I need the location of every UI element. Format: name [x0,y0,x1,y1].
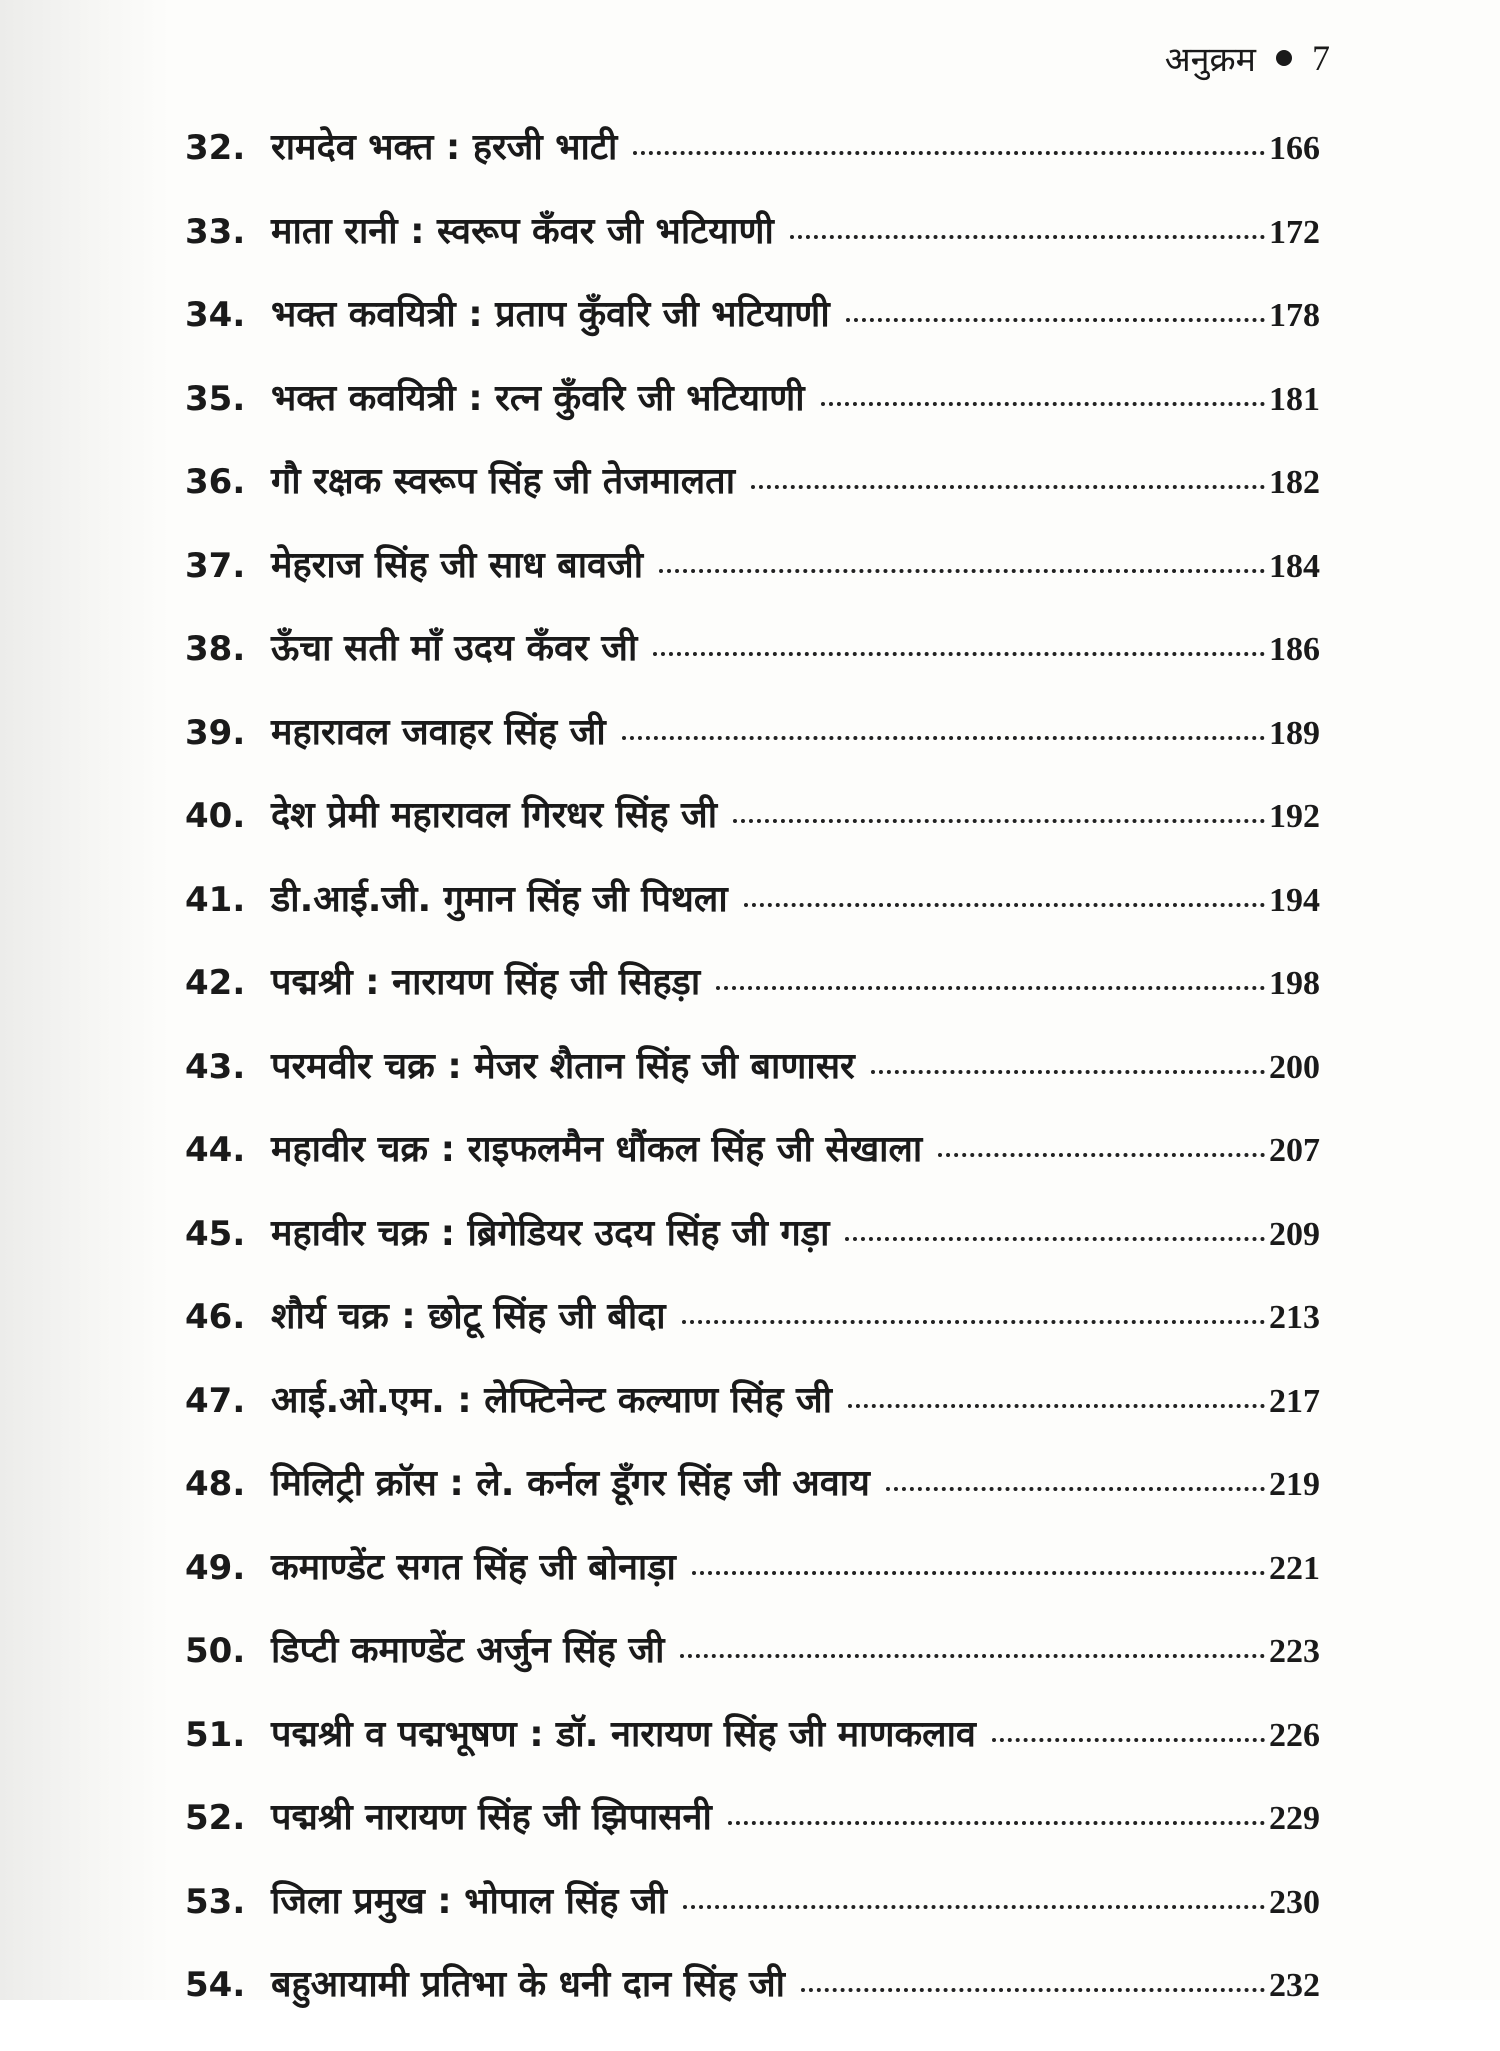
toc-entry-title: मिलिट्री क्रॉस : ले. कर्नल डूँगर सिंह जी अवाय [271,1463,870,1504]
toc-entry-number: 51. [185,1714,246,1755]
toc-entry [185,544,1320,632]
dot-leader [633,151,1265,155]
toc-entry-page: 229 [1269,1800,1320,1837]
toc-entry [185,1964,1320,2051]
toc-entry-page: 221 [1269,1549,1320,1587]
toc-entry-title: शौर्य चक्र : छोटू सिंह जी बीदा [271,1296,666,1337]
toc-entry-page: 184 [1269,547,1320,585]
toc-entry-title: मेहराज सिंह जी साध बावजी [271,544,644,586]
toc-entry [185,628,1320,715]
toc-entry-title: गौ रक्षक स्वरूप सिंह जी तेजमालता [271,461,736,502]
toc-entry-number: 48. [185,1464,246,1504]
toc-entry-title: कमाण्डेंट सगत सिंह जी बोनाड़ा [271,1546,676,1588]
dot-leader [845,1237,1265,1241]
toc-entry-title: आई.ओ.एम. : लेफ्टिनेन्ट कल्याण सिंह जी [271,1379,832,1421]
toc-entry-number: 47. [185,1380,246,1421]
toc-entry-number: 38. [185,629,246,669]
toc-entry [185,878,1320,966]
toc-entry-title: महावीर चक्र : ब्रिगेडियर उदय सिंह जी गड़ा [271,1212,830,1254]
running-header [1165,36,1330,80]
table-of-contents [185,127,1320,2051]
dot-leader [653,652,1265,656]
dot-leader [692,1571,1265,1575]
toc-entry-title: भक्त कवयित्री : रत्न कुँवरि जी भटियाणी [271,377,805,419]
dot-leader [938,1153,1265,1157]
toc-entry [185,1129,1320,1216]
toc-entry-page: 207 [1269,1132,1320,1169]
toc-entry-number: 35. [185,378,246,419]
toc-entry [185,377,1320,465]
dot-leader [848,1404,1265,1408]
dot-leader [751,485,1265,489]
toc-entry-page: 192 [1269,798,1320,835]
bullet-separator [1276,50,1292,66]
dot-leader [801,1988,1265,1992]
scan-shadow [0,0,170,2000]
toc-entry-page: 194 [1269,881,1320,919]
toc-entry-page: 189 [1269,714,1320,752]
page-number: 7 [1312,38,1330,78]
toc-entry [185,1630,1320,1717]
toc-entry-title: माता रानी : स्वरूप कँवर जी भटियाणी [271,210,774,252]
toc-entry-page: 230 [1269,1883,1320,1921]
toc-entry [185,962,1320,1049]
dot-leader [886,1487,1265,1491]
toc-entry [185,1463,1320,1550]
dot-leader [716,986,1265,990]
toc-entry-page: 181 [1269,380,1320,418]
header-title: अनुक्रम [1164,40,1256,80]
toc-entry [185,711,1320,799]
toc-entry [185,1546,1320,1634]
toc-entry-number: 43. [185,1046,246,1087]
dot-leader [622,736,1265,740]
toc-entry-title: पद्मश्री व पद्मभूषण : डॉ. नारायण सिंह जी माणकलाव [271,1713,976,1755]
toc-entry-number: 53. [185,1881,246,1922]
toc-entry-number: 49. [185,1547,246,1588]
toc-entry [185,210,1320,298]
toc-entry [185,127,1320,214]
dot-leader [992,1738,1265,1742]
dot-leader [790,235,1265,239]
dot-leader [680,1654,1265,1658]
toc-entry-page: 172 [1269,213,1320,251]
toc-entry-page: 213 [1269,1299,1320,1336]
toc-entry-title: महारावल जवाहर सिंह जी [271,711,606,753]
toc-entry-title: महावीर चक्र : राइफलमैन धौंकल सिंह जी सेखाला [271,1129,923,1170]
toc-entry-title: बहुआयामी प्रतिभा के धनी दान सिंह जी [271,1964,786,2005]
toc-entry-number: 37. [185,545,246,586]
toc-entry-title: पद्मश्री : नारायण सिंह जी सिहड़ा [271,962,701,1003]
toc-entry-number: 39. [185,712,246,753]
toc-entry-number: 45. [185,1213,246,1254]
toc-entry-page: 166 [1269,130,1320,167]
toc-entry-page: 186 [1269,631,1320,668]
toc-entry [185,1713,1320,1801]
toc-entry-title: भक्त कवयित्री : प्रताप कुँवरि जी भटियाणी [271,294,830,335]
dot-leader [728,1821,1265,1825]
dot-leader [744,903,1265,907]
toc-entry-title: जिला प्रमुख : भोपाल सिंह जी [271,1880,667,1922]
toc-entry [185,1045,1320,1133]
toc-entry-title: रामदेव भक्त : हरजी भाटी [271,127,618,168]
dot-leader [821,402,1265,406]
toc-entry-page: 200 [1269,1048,1320,1086]
toc-entry-number: 40. [185,796,246,836]
toc-entry-title: पद्मश्री नारायण सिंह जी झिपासनी [271,1797,712,1838]
toc-entry-page: 226 [1269,1716,1320,1754]
toc-entry [185,1296,1320,1383]
toc-entry-page: 217 [1269,1382,1320,1420]
toc-entry-title: डिप्टी कमाण्डेंट अर्जुन सिंह जी [271,1630,665,1671]
toc-entry-number: 32. [185,128,246,168]
toc-entry-page: 219 [1269,1466,1320,1503]
toc-entry [185,1212,1320,1300]
toc-entry-title: देश प्रेमी महारावल गिरधर सिंह जी [271,795,718,836]
toc-entry [185,795,1320,882]
dot-leader [871,1070,1265,1074]
dot-leader [659,569,1265,573]
toc-entry-number: 50. [185,1631,246,1671]
toc-entry-number: 46. [185,1297,246,1337]
toc-entry [185,1880,1320,1968]
toc-entry-title: परमवीर चक्र : मेजर शैतान सिंह जी बाणासर [271,1045,855,1087]
toc-entry-number: 34. [185,295,246,335]
toc-entry-page: 232 [1269,1967,1320,2004]
dot-leader [733,819,1265,823]
toc-entry-number: 42. [185,963,246,1003]
toc-entry [185,461,1320,548]
toc-entry-number: 54. [185,1965,246,2005]
toc-entry [185,294,1320,381]
toc-entry-number: 33. [185,211,246,252]
toc-entry-number: 41. [185,879,246,920]
dot-leader [682,1320,1265,1324]
toc-entry-number: 52. [185,1798,246,1838]
toc-entry-page: 198 [1269,965,1320,1002]
toc-entry-page: 209 [1269,1215,1320,1253]
dot-leader [683,1905,1265,1909]
toc-entry-title: डी.आई.जी. गुमान सिंह जी पिथला [271,878,728,920]
toc-entry-number: 36. [185,462,246,502]
toc-entry-title: ऊँचा सती माँ उदय कँवर जी [271,628,638,669]
toc-entry-page: 223 [1269,1633,1320,1670]
dot-leader [846,318,1265,322]
toc-entry [185,1379,1320,1467]
toc-entry-page: 178 [1269,297,1320,334]
toc-entry [185,1797,1320,1884]
toc-entry-page: 182 [1269,464,1320,501]
toc-entry-number: 44. [185,1130,246,1170]
